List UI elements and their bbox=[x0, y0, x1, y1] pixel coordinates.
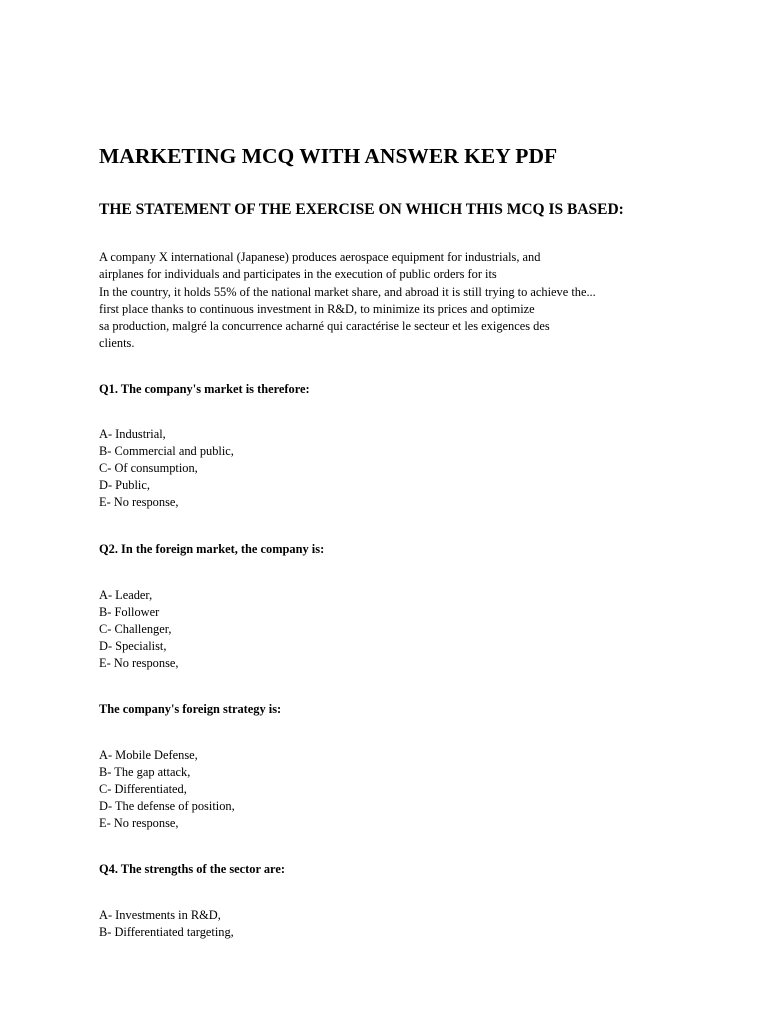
option-item: A- Mobile Defense, bbox=[99, 748, 198, 762]
statement-line: In the country, it holds 55% of the national market share, and abroad it is still trying to achieve the... bbox=[99, 284, 596, 299]
option-item: B- Differentiated targeting, bbox=[99, 925, 234, 940]
exercise-statement bbox=[99, 249, 596, 353]
option-item: A- Industrial, bbox=[99, 427, 166, 441]
option-item: E- No response, bbox=[99, 656, 179, 671]
question-4-options bbox=[99, 907, 234, 941]
question-2-options bbox=[99, 587, 179, 672]
option-item: C- Differentiated, bbox=[99, 782, 187, 797]
option-item: D- Public, bbox=[99, 478, 150, 493]
option-item: E- No response, bbox=[99, 495, 179, 510]
question-1-options bbox=[99, 426, 234, 511]
question-2: Q2. In the foreign market, the company is: bbox=[99, 542, 325, 556]
question-4: Q4. The strengths of the sector are: bbox=[99, 862, 285, 876]
option-item: D- The defense of position, bbox=[99, 799, 235, 814]
option-item: B- The gap attack, bbox=[99, 765, 191, 780]
option-item: D- Specialist, bbox=[99, 639, 167, 654]
option-item: B- Follower bbox=[99, 605, 160, 620]
option-item: E- No response, bbox=[99, 816, 179, 831]
option-item: C- Of consumption, bbox=[99, 461, 198, 476]
exercise-statement-heading: THE STATEMENT OF THE EXERCISE ON WHICH THIS MCQ IS BASED: bbox=[99, 201, 624, 218]
statement-line: airplanes for individuals and participates in the execution of public orders for its bbox=[99, 267, 497, 282]
statement-line: clients. bbox=[99, 336, 135, 351]
option-item: C- Challenger, bbox=[99, 622, 172, 637]
statement-line: sa production, malgré la concurrence acharné qui caractérise le secteur et les exigences des bbox=[99, 319, 550, 334]
statement-line: first place thanks to continuous investment in R&D, to minimize its prices and optimize bbox=[99, 301, 535, 316]
option-item: A- Leader, bbox=[99, 588, 153, 602]
question-3: The company's foreign strategy is: bbox=[99, 702, 282, 716]
document-title: MARKETING MCQ WITH ANSWER KEY PDF bbox=[99, 144, 558, 168]
question-1: Q1. The company's market is therefore: bbox=[99, 382, 310, 396]
option-item: B- Commercial and public, bbox=[99, 444, 234, 459]
question-3-options bbox=[99, 747, 235, 832]
statement-line: A company X international (Japanese) produces aerospace equipment for industrials, and bbox=[99, 250, 541, 264]
option-item: A- Investments in R&D, bbox=[99, 908, 221, 922]
